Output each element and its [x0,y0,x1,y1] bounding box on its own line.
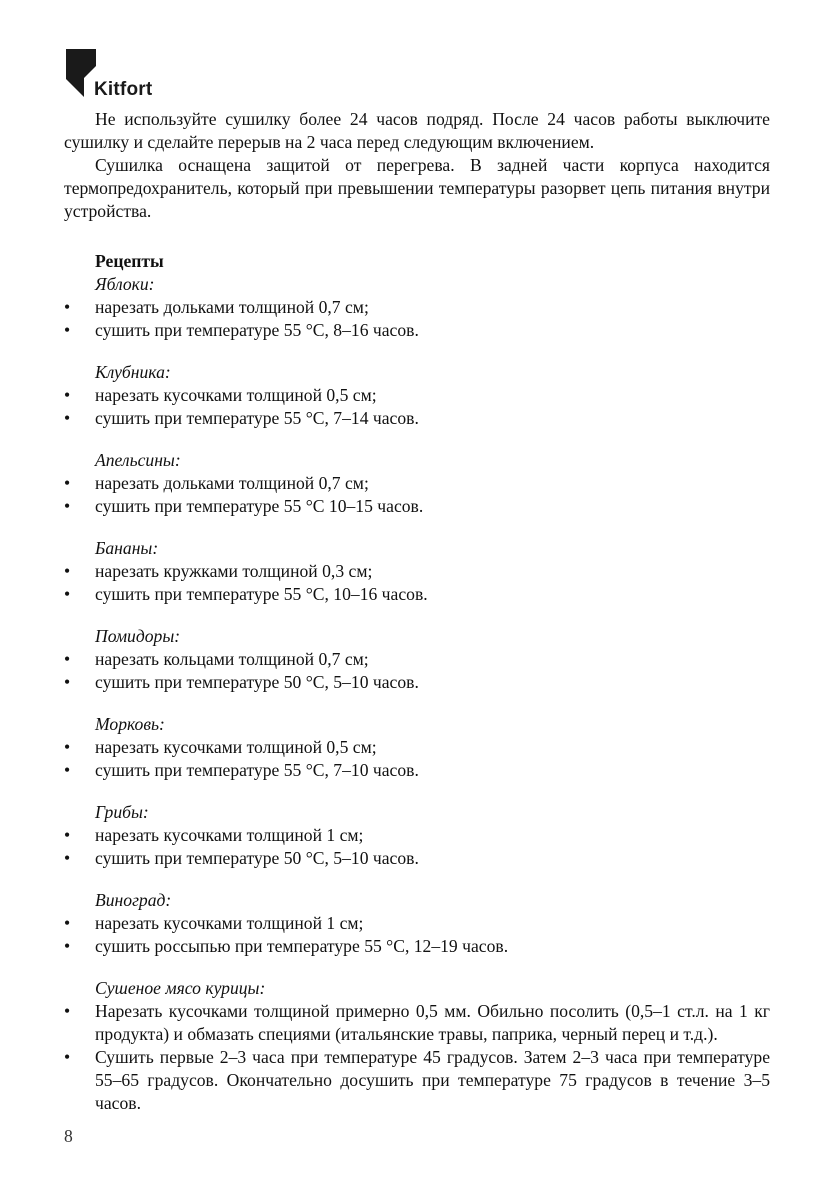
recipe-name: Бананы: [95,538,159,558]
recipe-block [64,977,770,1115]
recipe-name: Виноград: [95,890,172,910]
recipe-step-text: сушить при температуре 55 °С, 7–14 часов. [95,408,419,428]
recipe-steps [64,912,770,958]
recipe-block [64,713,770,782]
recipe-step [64,736,770,759]
bullet-icon: • [64,936,71,956]
recipe-block [64,537,770,606]
recipe-step [64,495,770,518]
recipe-block [64,801,770,870]
kitfort-logo-icon [66,49,96,97]
recipe-steps [64,296,770,342]
bullet-icon: • [64,408,71,428]
recipe-step-text: нарезать дольками толщиной 0,7 см; [95,473,369,493]
recipe-step [64,384,770,407]
bullet-icon: • [64,1047,71,1067]
page-content [64,108,770,1115]
bullet-icon: • [64,825,71,845]
recipe-step-text: сушить при температуре 55 °С 10–15 часов. [95,496,424,516]
recipe-name: Сушеное мясо курицы: [95,978,266,998]
bullet-icon: • [64,913,71,933]
recipe-step [64,319,770,342]
recipe-steps [64,1000,770,1115]
recipe-step-text: сушить при температуре 55 °С, 7–10 часов. [95,760,419,780]
section-title: Рецепты [95,251,164,271]
recipe-steps [64,824,770,870]
recipe-block [64,889,770,958]
recipe-step [64,296,770,319]
recipe-name: Апельсины: [95,450,181,470]
bullet-icon: • [64,649,71,669]
recipe-name: Помидоры: [95,626,181,646]
section-gap [64,223,770,250]
recipe-step-text: нарезать кусочками толщиной 1 см; [95,913,364,933]
recipe-step-text: сушить при температуре 50 °С, 5–10 часов. [95,672,419,692]
bullet-icon: • [64,496,71,516]
recipe-step-text: сушить россыпью при температуре 55 °С, 12–19 часов. [95,936,509,956]
recipe-block [64,625,770,694]
bullet-icon: • [64,848,71,868]
recipe-list [64,273,770,1115]
recipe-name: Морковь: [95,714,165,734]
recipe-step-text: Сушить первые 2–3 часа при температуре 45 градусов. Затем 2–3 часа при температуре 55–65 градусов. Окончательно досушить при температуре 75 градусов в течение 3–5 часов. [95,1047,770,1113]
recipe-step-text: нарезать кольцами толщиной 0,7 см; [95,649,369,669]
bullet-icon: • [64,473,71,493]
recipe-steps [64,384,770,430]
bullet-icon: • [64,672,71,692]
bullet-icon: • [64,297,71,317]
intro-paragraph: Сушилка оснащена защитой от перегрева. В задней части корпуса находится термопредохранитель, который при превышении температуры разорвет цепь питания внутри устройства. [64,155,770,221]
recipe-step [64,560,770,583]
recipe-step-text: нарезать кусочками толщиной 1 см; [95,825,364,845]
recipe-step [64,759,770,782]
recipe-name: Клубника: [95,362,171,382]
recipe-step [64,1046,770,1115]
recipe-step-text: нарезать кусочками толщиной 0,5 см; [95,385,377,405]
bullet-icon: • [64,385,71,405]
recipe-step [64,407,770,430]
recipe-step [64,583,770,606]
recipe-step-text: Нарезать кусочками толщиной примерно 0,5 мм. Обильно посолить (0,5–1 ст.л. на 1 кг продукта) и обмазать специями (итальянские травы, паприка, черный перец и т.д.). [95,1001,770,1044]
brand-name: Kitfort [94,79,153,100]
bullet-icon: • [64,760,71,780]
recipe-block [64,273,770,342]
bullet-icon: • [64,1001,71,1021]
recipe-steps [64,648,770,694]
page-number: 8 [64,1126,73,1146]
recipe-steps [64,736,770,782]
recipe-block [64,449,770,518]
recipe-step [64,472,770,495]
recipe-step [64,648,770,671]
recipe-step-text: нарезать кружками толщиной 0,3 см; [95,561,373,581]
recipe-steps [64,472,770,518]
recipe-step [64,1000,770,1046]
recipe-step-text: сушить при температуре 50 °С, 5–10 часов. [95,848,419,868]
recipe-step [64,847,770,870]
bullet-icon: • [64,561,71,581]
bullet-icon: • [64,737,71,757]
bullet-icon: • [64,584,71,604]
recipe-step-text: нарезать кусочками толщиной 0,5 см; [95,737,377,757]
recipe-block [64,361,770,430]
recipe-step [64,935,770,958]
recipe-step-text: сушить при температуре 55 °С, 10–16 часов. [95,584,428,604]
bullet-icon: • [64,320,71,340]
recipe-step [64,912,770,935]
recipe-name: Яблоки: [95,274,155,294]
recipe-step [64,824,770,847]
intro-paragraph: Не используйте сушилку более 24 часов подряд. После 24 часов работы выключите сушилку и сделайте перерыв на 2 часа перед следующим включением. [64,109,770,152]
recipe-steps [64,560,770,606]
recipe-step [64,671,770,694]
recipe-step-text: нарезать дольками толщиной 0,7 см; [95,297,369,317]
recipe-name: Грибы: [95,802,149,822]
recipe-step-text: сушить при температуре 55 °С, 8–16 часов. [95,320,419,340]
